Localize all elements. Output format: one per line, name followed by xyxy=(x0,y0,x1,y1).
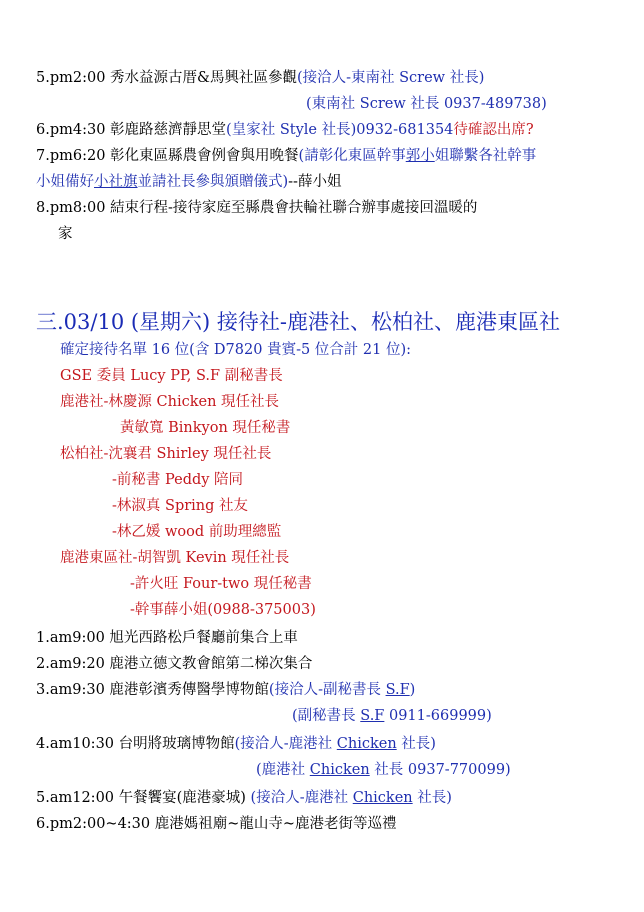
item-7-head: 7.pm6:20 彰化東區縣農會例會與用晚餐 xyxy=(36,148,299,164)
s3-item-4-detail-post: 社長 0937-770099) xyxy=(369,762,511,778)
item-7-underline2: 小社旗 xyxy=(94,174,138,190)
s3-item-3-head: 3.am9:30 鹿港彰濱秀傳醫學博物館 xyxy=(36,682,269,698)
item-7-tail: --薛小姐 xyxy=(288,174,342,190)
guest-line: -許火旺 Four-two 現任秘書 xyxy=(130,576,312,592)
s3-item-5-line xyxy=(36,788,452,808)
s3-item-4-detail-pre: (鹿港社 xyxy=(256,762,310,778)
guest-line: -幹事薛小姐(0988-375003) xyxy=(130,602,316,618)
item-5-contact: (接洽人-東南社 Screw 社長) xyxy=(296,70,485,86)
item-7-line1 xyxy=(36,146,536,166)
s3-item-4-line xyxy=(36,734,436,754)
s3-item-4-contact-name: Chicken xyxy=(336,736,397,752)
item-7-part1: (請彰化東區幹事 xyxy=(298,148,406,164)
s3-item-3-detail-post: 0911-669999) xyxy=(384,708,492,724)
item-7-part4: 並請社長參與頒贈儀式) xyxy=(137,174,289,190)
s3-item-4-contact-post: 社長) xyxy=(396,736,436,752)
item-8-line1: 8.pm8:00 結束行程-接待家庭至縣農會扶輪社聯合辦事處接回溫暖的 xyxy=(36,200,478,216)
s3-item-2: 2.am9:20 鹿港立德文教會館第二梯次集合 xyxy=(36,656,313,672)
item-6-head: 6.pm4:30 彰鹿路慈濟靜思堂 xyxy=(36,122,227,138)
s3-item-5-contact-name: Chicken xyxy=(352,790,413,806)
guest-line: 鹿港社-林慶源 Chicken 現任社長 xyxy=(60,394,280,410)
s3-item-4-detail xyxy=(256,760,511,780)
item-7-part3: 小姐備好 xyxy=(36,174,94,190)
guest-line: GSE 委員 Lucy PP, S.F 副秘書長 xyxy=(60,368,283,384)
item-6-line xyxy=(36,120,534,140)
s3-item-3-detail-pre: (副秘書長 xyxy=(292,708,361,724)
s3-item-5-contact-pre: (接洽人-鹿港社 xyxy=(245,790,353,806)
s3-item-3-line xyxy=(36,680,415,700)
item-7-line2 xyxy=(36,172,341,192)
item-6-contact: (皇家社 Style 社長) xyxy=(226,122,357,138)
item-6-note: 待確認出席? xyxy=(453,122,534,138)
s3-item-4-detail-name: Chicken xyxy=(309,762,370,778)
confirm-count: 確定接待名單 16 位(含 D7820 貴賓-5 位合計 21 位): xyxy=(60,342,412,358)
item-5-head: 5.pm2:00 秀水益源古厝&馬興社區參觀 xyxy=(36,70,297,86)
item-8-line2: 家 xyxy=(58,226,73,242)
guest-line: -前秘書 Peddy 陪同 xyxy=(112,472,244,488)
item-5-contact-phone: (東南社 Screw 社長 0937-489738) xyxy=(306,96,547,112)
guest-line: -林乙媛 wood 前助理總監 xyxy=(112,524,282,540)
s3-item-3-detail xyxy=(292,706,492,726)
s3-item-4-head: 4.am10:30 台明將玻璃博物館 xyxy=(36,736,235,752)
s3-item-3-contact-name: S.F xyxy=(385,682,410,698)
item-7-part2: 姐聯繫各社幹事 xyxy=(434,148,537,164)
s3-item-6: 6.pm2:00~4:30 鹿港媽祖廟~龍山寺~鹿港老街等巡禮 xyxy=(36,816,397,832)
guest-line: -林淑真 Spring 社友 xyxy=(112,498,249,514)
item-6-phone: 0932-681354 xyxy=(356,122,454,138)
s3-item-3-contact-post: ) xyxy=(409,682,416,698)
s3-item-3-detail-name: S.F xyxy=(360,708,385,724)
s3-item-4-contact-pre: (接洽人-鹿港社 xyxy=(234,736,337,752)
s3-item-3-contact-pre: (接洽人-副秘書長 xyxy=(268,682,386,698)
guest-line: 松柏社-沈襄君 Shirley 現任社長 xyxy=(60,446,272,462)
guest-line: 鹿港東區社-胡智凱 Kevin 現任社長 xyxy=(60,550,290,566)
item-7-underline1: 郭小 xyxy=(405,148,435,164)
guest-line: 黃敏寬 Binkyon 現任秘書 xyxy=(120,420,291,436)
s3-item-5-contact-post: 社長) xyxy=(412,790,452,806)
s3-item-5-head: 5.am12:00 午餐饗宴(鹿港豪城) xyxy=(36,790,246,806)
section-3-heading: 三.03/10 (星期六) 接待社-鹿港社、松柏社、鹿港東區社 xyxy=(36,310,561,334)
s3-item-1: 1.am9:00 旭光西路松戶餐廳前集合上車 xyxy=(36,630,298,646)
item-5-line xyxy=(36,68,484,88)
